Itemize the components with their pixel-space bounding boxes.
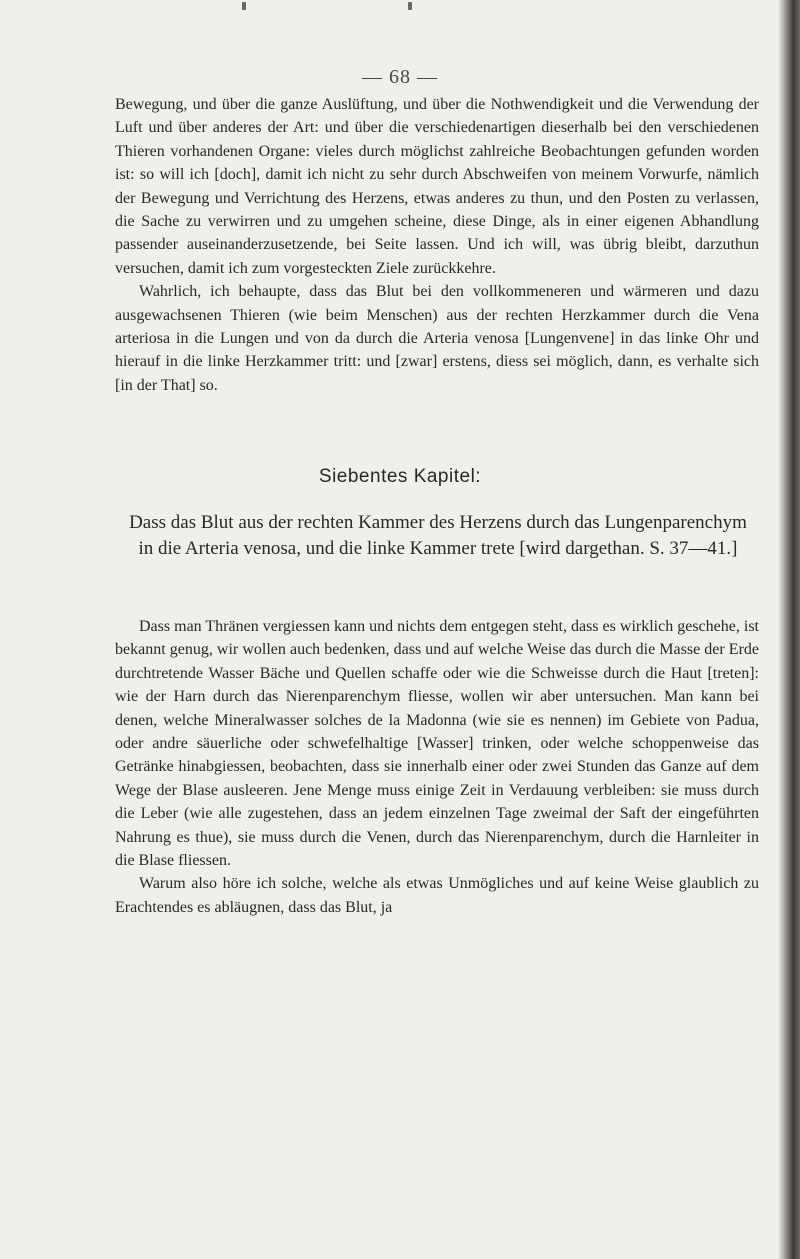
text-block-top: [115, 93, 759, 397]
paragraph: Dass man Thränen vergiessen kann und nichts dem entgegen steht, dass es wirklich geschehe, ist bekannt genug, wir wollen auch bedenken, dass und auf welche Weise das durch die Masse der Erde durchtretende Wasser Bäche und Quellen schaffe oder wie die Schweisse durch die Haut [treten]: wie der Harn durch das Nierenparenchym fliesse, wollen wir aber untersuchen. Man kann bei denen, welche Mineralwasser solches de la Madonna (wie sie es nennen) im Gebiete von Padua, oder andre säuerliche oder schwefelhaltige [Wasser] trinken, oder welche schoppenweise das Getränke hinabgiessen, beobachten, dass sie innerhalb einer oder zwei Stunden das Ganze auf dem Wege der Blase ausleeren. Jene Menge muss einige Zeit in Verdauung verbleiben: sie muss durch die Leber (wie alle zugestehen, dass an jedem einzelnen Tage zweimal der Saft der eingeführten Nahrung es thue), sie muss durch die Venen, durch das Nierenparenchym, durch die Harnleiter in die Blase fliessen.: [115, 618, 759, 870]
page-number: — 68 —: [362, 66, 438, 88]
chapter-heading: Siebentes Kapitel:: [318, 466, 482, 487]
page-edge-shadow: [778, 0, 800, 1259]
paragraph: Warum also höre ich solche, welche als etwas Unmögliches und auf keine Weise glaublich zu Erachtendes es abläugnen, dass das Blut, ja: [115, 875, 759, 916]
paragraph: Wahrlich, ich behaupte, dass das Blut bei den vollkommeneren und wärmeren und dazu ausgewachsenen Thieren (wie beim Menschen) aus der rechten Herzkammer durch die Vena arteriosa in die Lungen und von da durch die Arteria venosa [Lungenvene] in das linke Ohr und hierauf in die linke Herzkammer tritt: und [zwar] erstens, diess sei möglich, dann, es verhalte sich [in der That] so.: [115, 283, 759, 394]
paragraph: Bewegung, und über die ganze Auslüftung, und über die Nothwendigkeit und die Verwendung der Luft und über anderes der Art: und über die verschiedenartigen dieserhalb bei den verschiedenen Thieren vorhandenen Organe: vieles durch möglichst zahlreiche Beobachtungen gefunden worden ist: so will ich [doch], damit ich nicht zu sehr durch Abschweifen von meinem Vorwurfe, nämlich der Bewegung und Verrichtung des Herzens, etwas anderes zu thun, und den Posten zu verlassen, die Sache zu verwirren und zu umgehen scheine, diese Dinge, als in einer eigenen Abhandlung passender auseinanderzusetzende, bei Seite lassen. Und ich will, was übrig bleibt, darzuthun versuchen, damit ich zum vorgesteckten Ziele zurückkehre.: [115, 96, 759, 277]
text-block-bottom: [115, 615, 759, 919]
chapter-title: Dass das Blut aus der rechten Kammer des Herzens durch das Lungenparenchym in die Arteria venosa, und die linke Kammer trete [wird dargethan. S. 37—41.]: [129, 512, 747, 559]
print-marks: [240, 2, 440, 12]
